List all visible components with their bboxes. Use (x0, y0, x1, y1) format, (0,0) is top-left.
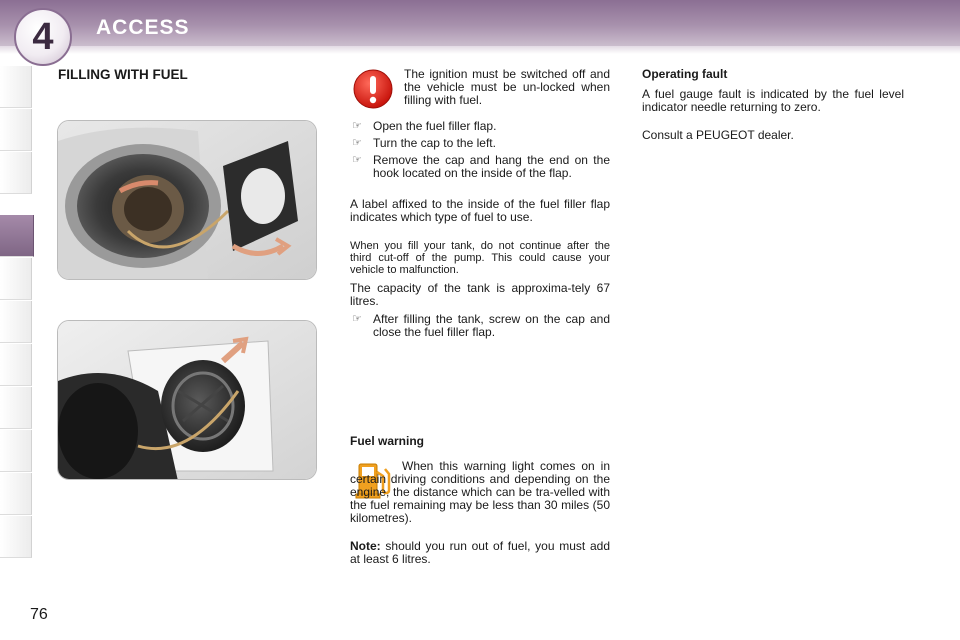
page-number: 76 (30, 606, 48, 623)
exclamation-warning-icon (353, 69, 393, 109)
pointing-hand-icon: ☞ (352, 313, 362, 325)
chapter-tab[interactable] (0, 344, 32, 386)
chapter-tab[interactable] (0, 66, 32, 108)
chapter-tab[interactable] (0, 516, 32, 558)
chapter-tab[interactable] (0, 109, 32, 151)
step-text: Remove the cap and hang the end on the hook located on the inside of the flap. (373, 153, 610, 180)
step-text: Turn the cap to the left. (373, 136, 496, 150)
fuel-warning-heading: Fuel warning (350, 434, 425, 448)
operating-fault-heading: Operating fault (642, 67, 728, 81)
pointing-hand-icon: ☞ (352, 154, 362, 166)
operating-fault-advice: Consult a PEUGEOT dealer. (642, 128, 794, 142)
capacity-paragraph: The capacity of the tank is approxima-tely 67 litres. (350, 281, 610, 308)
chapter-tab[interactable] (0, 301, 32, 343)
chapter-tab[interactable] (0, 152, 32, 194)
chapter-tab[interactable] (0, 258, 32, 300)
fuel-label-paragraph: A label affixed to the inside of the fuel filler flap indicates which type of fuel to use. (350, 197, 610, 224)
warning-text: The ignition must be switched off and the vehicle must be un-locked when filling with fuel. (404, 67, 610, 107)
fuel-cap-photo (57, 320, 317, 480)
cutoff-paragraph: When you fill your tank, do not continue after the third cut-off of the pump. This could cause your vehicle to malfunction. (350, 240, 610, 276)
header-divider (0, 46, 960, 54)
note-label: Note: (350, 539, 381, 553)
section-title: FILLING WITH FUEL (58, 67, 188, 82)
step-text: Open the fuel filler flap. (373, 119, 497, 133)
step-item (350, 120, 610, 133)
note-text: should you run out of fuel, you must add at least 6 litres. (350, 539, 610, 566)
chapter-tab-rail (0, 66, 34, 576)
fuel-cap-illustration (58, 321, 317, 480)
step-item (350, 154, 610, 180)
step-item (350, 313, 610, 339)
fuel-warning-note (350, 540, 610, 566)
step-text: After filling the tank, screw on the cap and close the fuel filler flap. (373, 312, 610, 339)
fuel-flap-open-illustration (58, 121, 317, 280)
chapter-tab[interactable] (0, 387, 32, 429)
pointing-hand-icon: ☞ (352, 137, 362, 149)
step-item (350, 137, 610, 150)
chapter-tab[interactable] (0, 473, 32, 515)
fuel-warning-text: When this warning light comes on in certain driving conditions and depending on the engine, the distance which can be tra-velled with the fuel remaining may be less than 30 miles (50 kilometres). (350, 459, 610, 525)
fuel-flap-open-photo (57, 120, 317, 280)
chapter-title: ACCESS (96, 16, 190, 39)
chapter-tab[interactable] (0, 430, 32, 472)
chapter-tab-active[interactable] (0, 215, 34, 257)
operating-fault-text: A fuel gauge fault is indicated by the fuel level indicator needle returning to zero. (642, 87, 904, 114)
chapter-number: 4 (32, 15, 54, 58)
chapter-number-badge (14, 8, 72, 66)
pointing-hand-icon: ☞ (352, 120, 362, 132)
